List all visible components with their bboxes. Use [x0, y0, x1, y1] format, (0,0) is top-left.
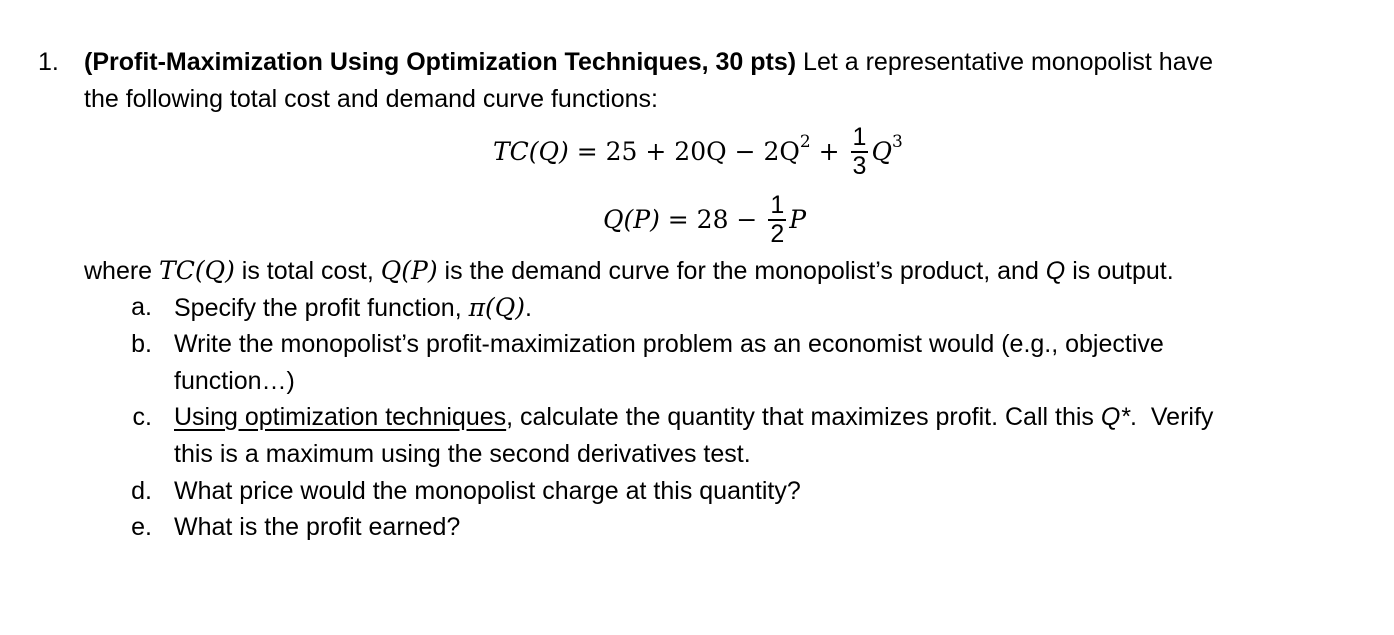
- demand-equation: [603, 185, 806, 255]
- item-a-text-1: Specify the profit function,: [174, 294, 469, 322]
- q-fraction: [768, 192, 786, 248]
- item-a-text: [174, 289, 532, 327]
- item-c-line-1: [174, 399, 1213, 436]
- q-p: P: [789, 205, 807, 234]
- item-b-line-1: Write the monopolist’s profit-maximization problem as an economist would (e.g., objective: [174, 330, 1164, 358]
- item-a-letter: a.: [131, 293, 152, 321]
- question-intro-line-1: [84, 44, 1213, 81]
- item-c-text-1: , calculate the quantity that maximizes profit. Call this: [506, 403, 1101, 431]
- item-c-qstar: Q*: [1100, 403, 1131, 431]
- where-text-2: is total cost,: [234, 257, 381, 285]
- total-cost-equation: [493, 115, 903, 189]
- item-e-letter: e.: [131, 513, 152, 541]
- tc-terms: 25 + 20Q − 2Q: [605, 137, 800, 166]
- tc-lhs: TC(Q): [493, 137, 569, 166]
- where-text-1: where: [84, 257, 160, 285]
- q-lhs: Q(P): [603, 205, 660, 234]
- item-a-math: π(Q): [468, 293, 526, 322]
- tc-fraction-numerator: 1: [852, 123, 867, 151]
- item-d-text: What price would the monopolist charge at this quantity?: [174, 477, 801, 505]
- question-intro-text: Let a representative monopolist have: [796, 48, 1214, 76]
- question-title: (Profit-Maximization Using Optimization Techniques, 30 pts): [84, 48, 797, 76]
- item-e-text: What is the profit earned?: [174, 513, 461, 541]
- q-fraction-numerator: 1: [770, 191, 785, 219]
- item-c-letter: c.: [132, 403, 152, 431]
- where-text-4: is output.: [1065, 257, 1174, 285]
- where-qp: Q(P): [380, 256, 438, 285]
- question-number: 1.: [38, 48, 59, 76]
- where-tc: TC(Q): [159, 256, 235, 285]
- question-intro-line-2: the following total cost and demand curve functions:: [84, 85, 658, 113]
- where-text-3: is the demand curve for the monopolist’s product, and: [437, 257, 1046, 285]
- where-line: [84, 252, 1174, 290]
- tc-q: Q: [871, 137, 892, 166]
- item-b-letter: b.: [131, 330, 152, 358]
- item-b-line-2: function…): [174, 367, 295, 395]
- tc-square-exponent: 2: [799, 132, 811, 152]
- where-q: Q: [1045, 257, 1066, 285]
- tc-cube-exponent: 3: [891, 132, 903, 152]
- tc-fraction: [851, 124, 869, 180]
- q-equals: = 28 −: [659, 205, 766, 234]
- item-d-letter: d.: [131, 477, 152, 505]
- tc-fraction-denominator: 3: [852, 152, 867, 180]
- tc-equals: =: [568, 137, 606, 166]
- item-c-text-end: . Verify: [1130, 403, 1214, 431]
- item-a-text-2: .: [525, 294, 532, 322]
- item-c-underlined: Using optimization techniques: [174, 403, 507, 431]
- q-fraction-denominator: 2: [770, 220, 785, 248]
- item-c-line-2: this is a maximum using the second derivatives test.: [174, 440, 751, 468]
- tc-plus: +: [810, 137, 848, 166]
